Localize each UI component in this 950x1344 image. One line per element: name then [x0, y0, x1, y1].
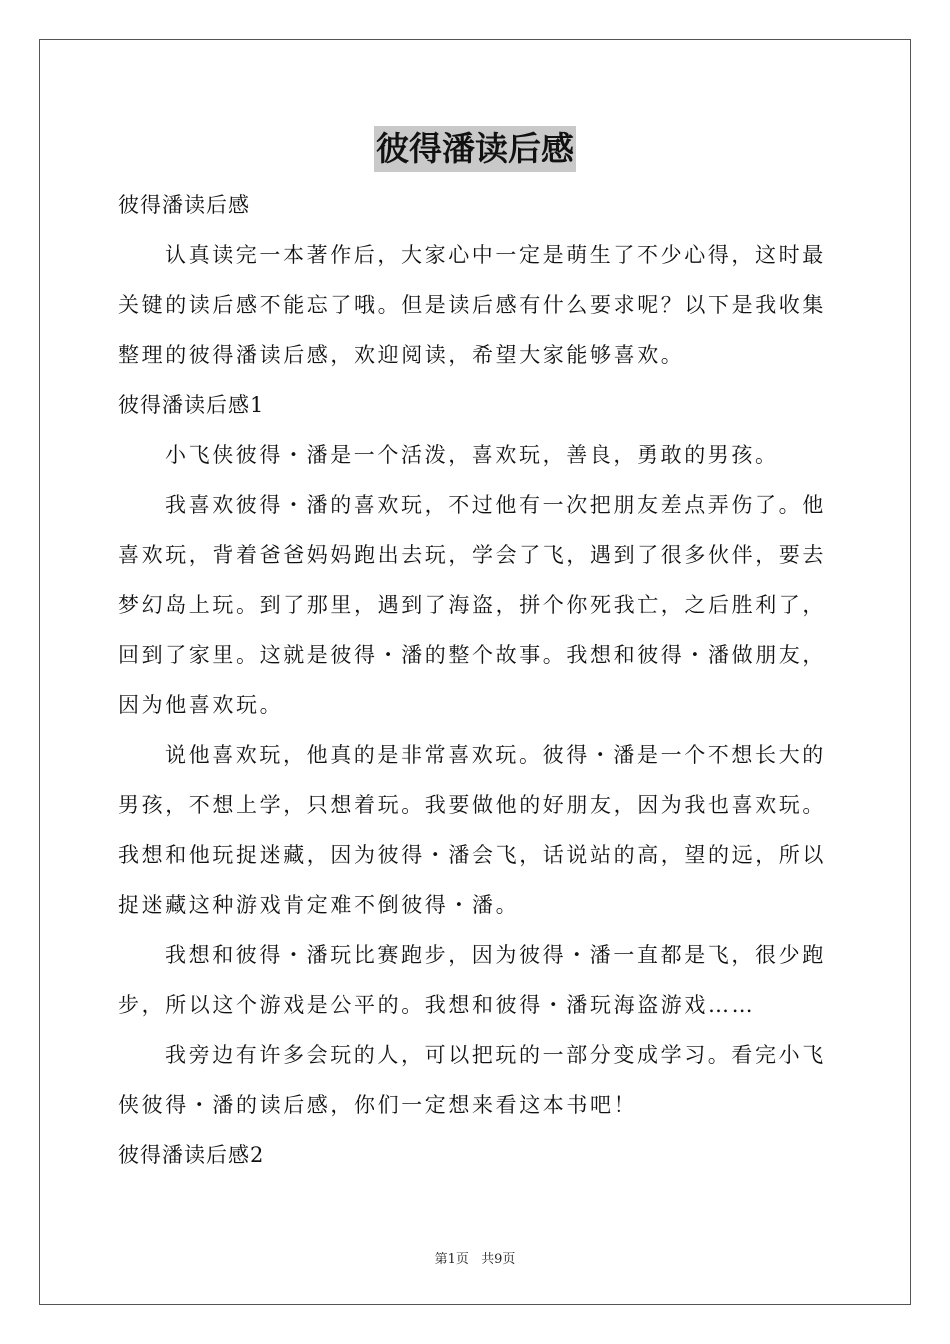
- page-number-current: 第1页: [434, 1252, 469, 1267]
- body-text-line: 侠彼得・潘的读后感，你们一定想来看这本书吧！: [118, 1093, 638, 1117]
- body-text-line: 我旁边有许多会玩的人，可以把玩的一部分变成学习。看完小飞: [165, 1043, 826, 1067]
- body-text-line: 我想和他玩捉迷藏，因为彼得・潘会飞，话说站的高，望的远，所以: [118, 843, 826, 867]
- page-number-total: 共9页: [481, 1252, 516, 1267]
- body-text-line: 因为他喜欢玩。: [118, 693, 284, 717]
- body-text-line: 男孩，不想上学，只想着玩。我要做他的好朋友，因为我也喜欢玩。: [118, 793, 826, 817]
- document-body: [118, 180, 834, 1180]
- page-footer: [0, 1248, 950, 1267]
- body-text-line: 关键的读后感不能忘了哦。但是读后感有什么要求呢？以下是我收集: [118, 293, 826, 317]
- title-container: [0, 126, 950, 172]
- body-text-line: 我喜欢彼得・潘的喜欢玩，不过他有一次把朋友差点弄伤了。他: [165, 493, 826, 517]
- document-title: 彼得潘读后感: [374, 126, 576, 172]
- body-text-line: 步，所以这个游戏是公平的。我想和彼得・潘玩海盗游戏……: [118, 993, 756, 1017]
- section-heading: 彼得潘读后感2: [118, 1143, 265, 1167]
- body-text-line: 整理的彼得潘读后感，欢迎阅读，希望大家能够喜欢。: [118, 343, 685, 367]
- body-text-line: 捉迷藏这种游戏肯定难不倒彼得・潘。: [118, 893, 520, 917]
- body-text-line: 说他喜欢玩，他真的是非常喜欢玩。彼得・潘是一个不想长大的: [165, 743, 826, 767]
- body-text-line: 喜欢玩，背着爸爸妈妈跑出去玩，学会了飞，遇到了很多伙伴，要去: [118, 543, 826, 567]
- body-text-line: 我想和彼得・潘玩比赛跑步，因为彼得・潘一直都是飞，很少跑: [165, 943, 826, 967]
- body-text-line: 小飞侠彼得・潘是一个活泼，喜欢玩，善良，勇敢的男孩。: [165, 443, 779, 467]
- body-text-line: 梦幻岛上玩。到了那里，遇到了海盗，拼个你死我亡，之后胜利了，: [118, 593, 826, 617]
- body-text-line: 认真读完一本著作后，大家心中一定是萌生了不少心得，这时最: [165, 243, 826, 267]
- section-heading: 彼得潘读后感: [118, 193, 250, 217]
- body-text-line: 回到了家里。这就是彼得・潘的整个故事。我想和彼得・潘做朋友，: [118, 643, 826, 667]
- section-heading: 彼得潘读后感1: [118, 393, 265, 417]
